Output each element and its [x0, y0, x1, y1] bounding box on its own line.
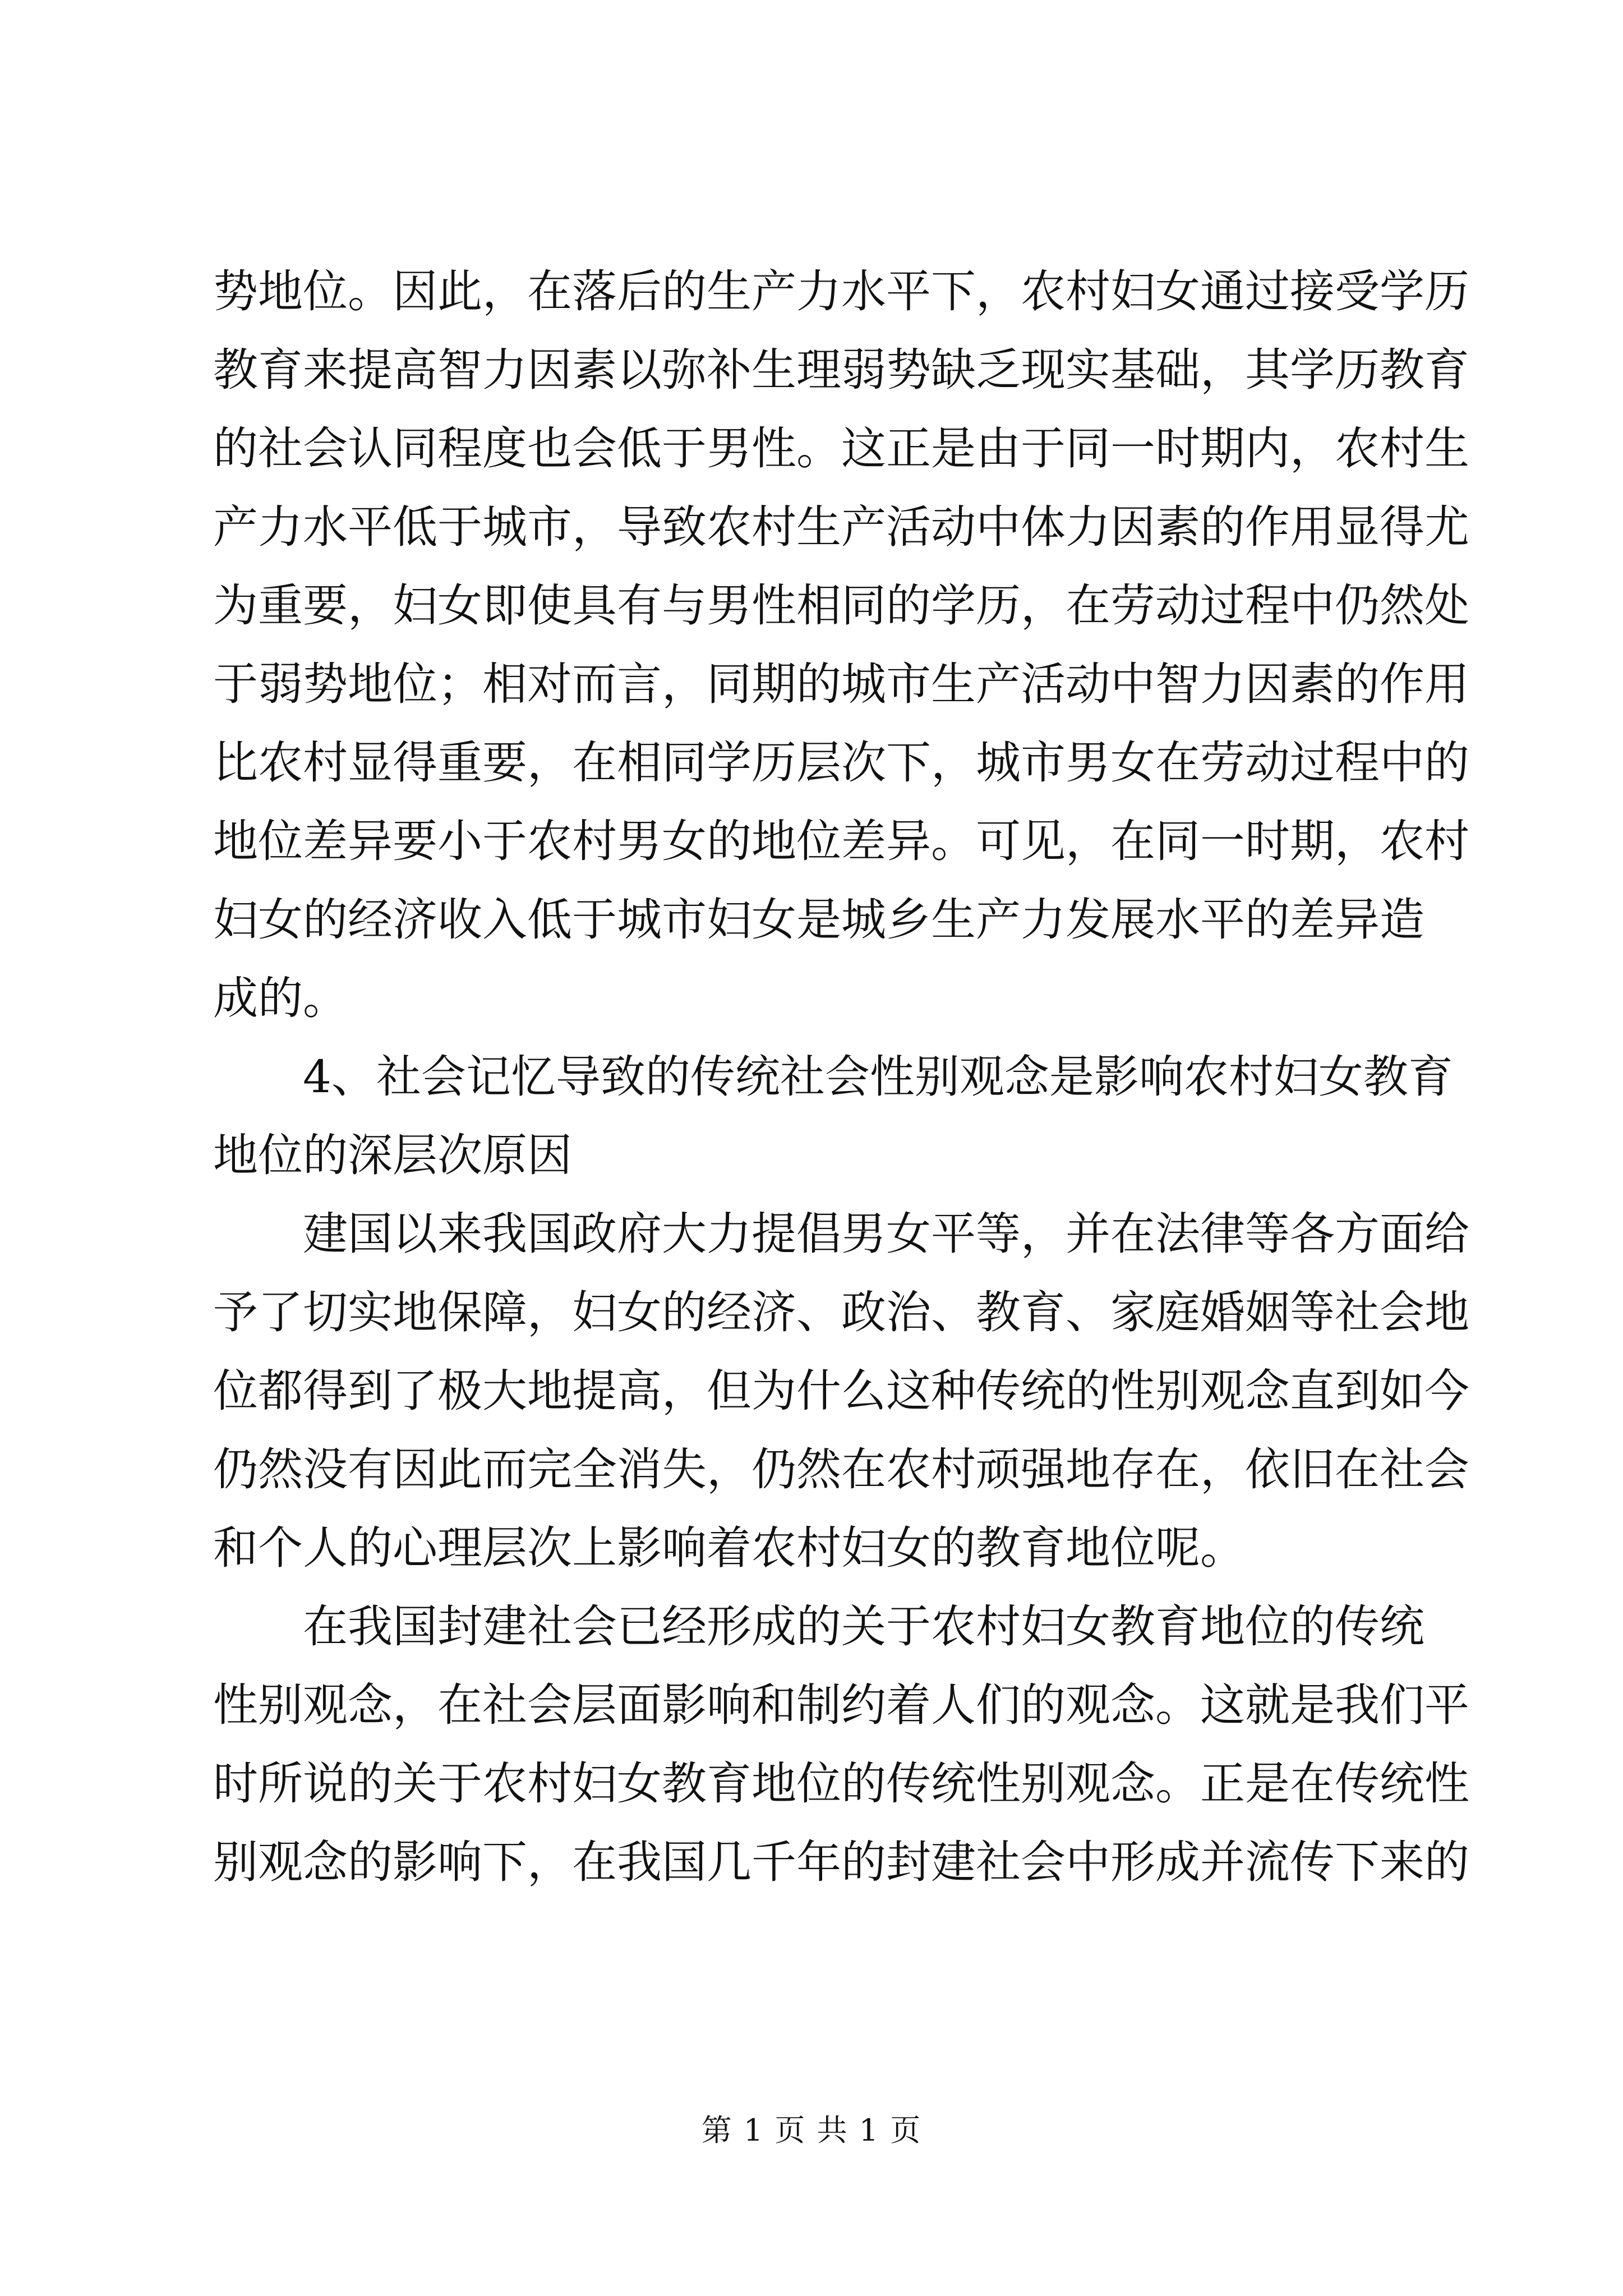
text-line: 比农村显得重要，在相同学历层次下，城市男女在劳动过程中的	[213, 737, 1469, 789]
text-line: 4、社会记忆导致的传统社会性别观念是影响农村妇女教育	[303, 1051, 1453, 1103]
text-line: 仍然没有因此而完全消失，仍然在农村顽强地存在，依旧在社会	[213, 1443, 1469, 1496]
text-line: 妇女的经济收入低于城市妇女是城乡生产力发展水平的差异造	[213, 894, 1424, 946]
text-line: 的社会认同程度也会低于男性。这正是由于同一时期内，农村生	[213, 422, 1469, 475]
text-line: 教育来提高智力因素以弥补生理弱势缺乏现实基础，其学历教育	[213, 344, 1469, 396]
text-line: 在我国封建社会已经形成的关于农村妇女教育地位的传统	[303, 1600, 1424, 1653]
paragraph-4	[213, 1588, 1469, 1902]
text-line: 地位的深层次原因	[213, 1129, 572, 1181]
text-line: 产力水平低于城市，导致农村生产活动中体力因素的作用显得尤	[213, 501, 1469, 553]
text-line: 地位差异要小于农村男女的地位差异。可见，在同一时期，农村	[213, 815, 1469, 867]
text-line: 予了切实地保障，妇女的经济、政治、教育、家庭婚姻等社会地	[213, 1286, 1469, 1338]
text-line: 成的。	[213, 972, 348, 1024]
document-body	[213, 252, 1469, 1902]
paragraph-1	[213, 252, 1469, 1038]
page-number-footer: 第 1 页 共 1 页	[701, 2113, 922, 2148]
text-line: 势地位。因此，在落后的生产力水平下，农村妇女通过接受学历	[213, 265, 1469, 318]
text-line: 位都得到了极大地提高，但为什么这种传统的性别观念直到如今	[213, 1365, 1469, 1417]
text-line: 于弱势地位；相对而言，同期的城市生产活动中智力因素的作用	[213, 658, 1469, 710]
text-line: 建国以来我国政府大力提倡男女平等，并在法律等各方面给	[303, 1208, 1469, 1260]
text-line: 和个人的心理层次上影响着农村妇女的教育地位呢。	[213, 1522, 1245, 1574]
text-line: 为重要，妇女即使具有与男性相同的学历，在劳动过程中仍然处	[213, 579, 1469, 632]
paragraph-3	[213, 1195, 1469, 1588]
text-line: 别观念的影响下，在我国几千年的封建社会中形成并流传下来的	[213, 1836, 1469, 1888]
section-heading-4	[213, 1038, 1453, 1195]
text-line: 时所说的关于农村妇女教育地位的传统性别观念。正是在传统性	[213, 1757, 1469, 1810]
text-line: 性别观念，在社会层面影响和制约着人们的观念。这就是我们平	[213, 1679, 1469, 1731]
